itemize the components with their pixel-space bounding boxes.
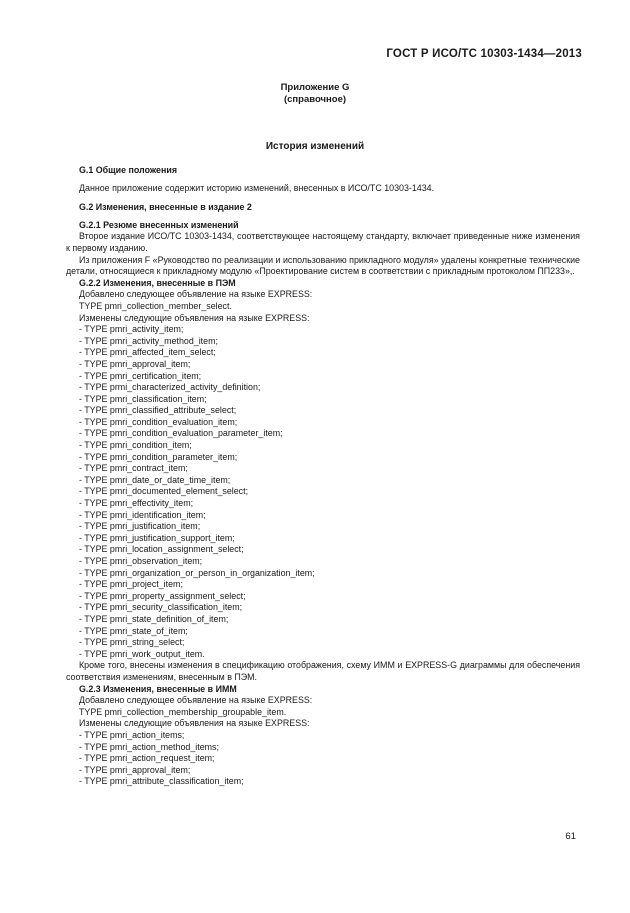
- page-number: 61: [565, 831, 576, 842]
- list-item: - TYPE pmri_state_definition_of_item;: [79, 613, 229, 624]
- list-item: - TYPE pmri_work_output_item.: [79, 648, 205, 659]
- list-item: - TYPE prmi_characterized_activity_definition;: [79, 382, 261, 393]
- section-title: История изменений: [265, 141, 365, 152]
- g23-added-item: TYPE pmri_collection_membership_groupable_item.: [79, 706, 287, 717]
- g23-changed-list: [66, 730, 580, 788]
- document-body: [66, 165, 580, 788]
- g23-heading: G.2.3 Изменения, внесенные в ИММ: [79, 683, 237, 694]
- g1-heading: G.1 Общие положения: [79, 165, 177, 175]
- list-item: - TYPE pmri_affected_item_select;: [79, 347, 216, 358]
- list-item: - TYPE pmri_organization_or_person_in_organization_item;: [79, 567, 315, 578]
- list-item: - TYPE pmri_activity_method_item;: [79, 335, 218, 346]
- g21-paragraph-1: Второе издание ИСО/ТС 10303-1434, соответствующее настоящему стандарту, включает приведенные ниже изменения к первому изданию.: [66, 231, 580, 253]
- list-item: - TYPE pmri_attribute_classification_item;: [79, 776, 244, 787]
- list-item: - TYPE pmri_action_items;: [79, 729, 185, 740]
- list-item: - TYPE pmri_justification_support_item;: [79, 532, 235, 543]
- annex-type: (справочное): [283, 94, 347, 105]
- annex-heading: [0, 82, 630, 106]
- g21-paragraph-2: Из приложения F «Руководство по реализации и использованию прикладного модуля» удалены конкретные технические детали, относящиеся к прикладному модулю «Проектирование систем в соответствии с прикладным протоколом ПП233»,.: [66, 254, 580, 277]
- list-item: - TYPE pmri_property_assignment_select;: [79, 590, 246, 601]
- list-item: - TYPE pmri_security_classification_item;: [79, 602, 243, 613]
- list-item: - TYPE pmri_condition_evaluation_item;: [79, 416, 238, 427]
- g23-changed-intro: Изменены следующие объявления на языке EXPRESS:: [79, 718, 310, 729]
- g2-heading: G.2 Изменения, внесенные в издание 2: [79, 202, 252, 213]
- standard-header: ГОСТ Р ИСО/ТС 10303-1434—2013: [386, 48, 582, 60]
- list-item: - TYPE pmri_location_assignment_select;: [79, 544, 244, 555]
- g22-added-item: TYPE pmri_collection_member_select.: [79, 300, 232, 311]
- list-item: - TYPE pmri_classification_item;: [79, 393, 207, 404]
- list-item: - TYPE pmri_documented_element_select;: [79, 486, 249, 497]
- list-item: - TYPE pmri_condition_evaluation_parameter_item;: [79, 428, 283, 439]
- list-item: - TYPE pmri_approval_item;: [79, 764, 191, 775]
- list-item: - TYPE pmri_project_item;: [79, 579, 183, 590]
- list-item: - TYPE pmri_action_request_item;: [79, 753, 215, 764]
- g1-text: Данное приложение содержит историю изменений, внесенных в ИСО/ТС 10303-1434.: [79, 182, 435, 193]
- g22-added-intro: Добавлено следующее объявление на языке EXPRESS:: [79, 289, 313, 300]
- list-item: - TYPE pmri_classified_attribute_select;: [79, 405, 237, 416]
- g22-note: Кроме того, внесены изменения в спецификацию отображения, схему ИММ и EXPRESS-G диаграммы для обеспечения соответствия изменениям, внесенным в ПЭМ.: [66, 660, 580, 682]
- g23-added-intro: Добавлено следующее объявление на языке EXPRESS:: [79, 695, 313, 706]
- list-item: - TYPE pmri_identification_item;: [79, 509, 206, 520]
- list-item: - TYPE pmri_effectivity_item;: [79, 498, 194, 509]
- list-item: - TYPE pmri_observation_item;: [79, 556, 203, 566]
- list-item: - TYPE pmri_date_or_date_time_item;: [79, 474, 231, 485]
- g22-heading: G.2.2 Изменения, внесенные в ПЭМ: [79, 277, 236, 288]
- list-item: - TYPE pmri_action_method_items;: [79, 741, 219, 752]
- list-item: - TYPE pmri_condition_parameter_item;: [79, 451, 238, 462]
- list-item: - TYPE pmri_activity_item;: [79, 324, 184, 335]
- list-item: - TYPE pmri_approval_item;: [79, 358, 191, 369]
- list-item: - TYPE pmri_contract_item;: [79, 463, 188, 474]
- g21-heading: G.2.1 Резюме внесенных изменений: [79, 219, 239, 230]
- list-item: - TYPE pmri_state_of_item;: [79, 625, 188, 636]
- list-item: - TYPE pmri_justification_item;: [79, 521, 201, 532]
- annex-title: Приложение G: [280, 82, 350, 93]
- list-item: - TYPE pmri_string_select;: [79, 637, 185, 648]
- list-item: - TYPE pmri_certification_item;: [79, 370, 202, 381]
- g22-changed-list: [66, 324, 580, 660]
- g22-changed-intro: Изменены следующие объявления на языке EXPRESS:: [79, 312, 310, 323]
- list-item: - TYPE pmri_condition_item;: [79, 440, 192, 451]
